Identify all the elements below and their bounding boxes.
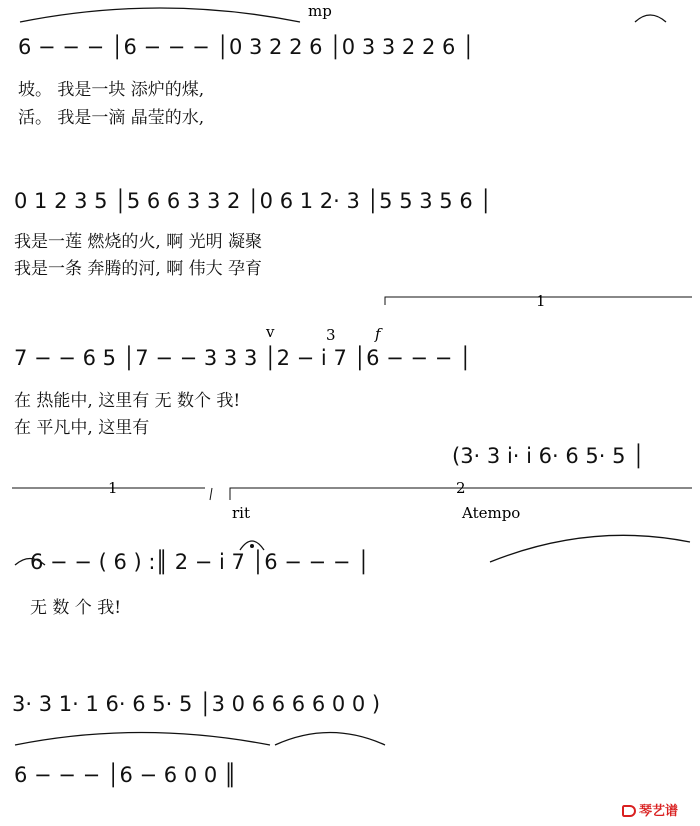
lyrics-3-verse-2: 在 平凡中, 这里有 xyxy=(14,418,150,438)
watermark-logo xyxy=(622,800,678,819)
volta-1-label-b: 1 xyxy=(108,479,118,497)
notation-line-5: 6 − − ( 6 ) :║ 2 − i 7 │6 − − − │ xyxy=(30,550,370,574)
row-4-marks xyxy=(12,479,692,522)
volta-2-label: 2 xyxy=(456,479,466,497)
dynamic-forte: f xyxy=(375,325,381,343)
tie-slur xyxy=(490,535,690,562)
notation-line-2: 0 1 2 3 5 │5 6 6 3 3 2 │0 6 1 2· 3 │5 5 3 5 6 │ xyxy=(14,189,493,213)
row-3-marks xyxy=(265,292,692,344)
row-1 xyxy=(20,2,666,22)
lyrics-1-verse-2: 活。 我是一滴 晶莹的水, xyxy=(18,108,205,128)
tie-slur xyxy=(15,733,270,746)
logo-icon xyxy=(622,805,636,817)
notation-line-4-interlude: (3· 3 i· i 6· 6 5· 5 │ xyxy=(452,444,645,468)
tempo-rit: rit xyxy=(232,504,250,522)
tempo-atempo: Atempo xyxy=(462,504,521,522)
lyrics-2-verse-2: 我是一条 奔腾的河, 啊 伟大 孕育 xyxy=(14,259,263,279)
lyrics-2-verse-1: 我是一莲 燃烧的火, 啊 光明 凝聚 xyxy=(14,232,263,252)
row-7-marks xyxy=(15,733,385,746)
logo-text: 琴艺谱 xyxy=(639,804,679,819)
tie-slur xyxy=(275,733,385,746)
notation-line-1: 6 − − − │6 − − − │0 3 2 2 6 │0 3 3 2 2 6 │ xyxy=(18,35,475,59)
notation-line-3: 7 − − 6 5 │7 − − 3 3 3 │2 − i 7 │6 − − − │ xyxy=(14,346,472,370)
dynamic-mp: mp xyxy=(308,2,332,20)
fermata-dot xyxy=(250,544,254,548)
volta-end xyxy=(210,488,212,500)
notation-line-7: 6 − − − │6 − 6 0 0 ║ xyxy=(14,763,237,787)
notation-line-6: 3· 3 1· 1 6· 6 5· 5 │3 0 6 6 6 6 0 0 ) xyxy=(12,692,381,716)
lyrics-5: 无 数 个 我! xyxy=(30,598,122,618)
breath-mark: v xyxy=(266,323,275,341)
tie-slur xyxy=(20,8,300,22)
lyrics-1-verse-1: 坡。 我是一块 添炉的煤, xyxy=(18,80,205,100)
tie-slur xyxy=(635,15,666,22)
triplet-number: 3 xyxy=(326,326,336,344)
volta-1-label: 1 xyxy=(536,292,546,310)
lyrics-3-verse-1: 在 热能中, 这里有 无 数个 我! xyxy=(14,391,241,411)
